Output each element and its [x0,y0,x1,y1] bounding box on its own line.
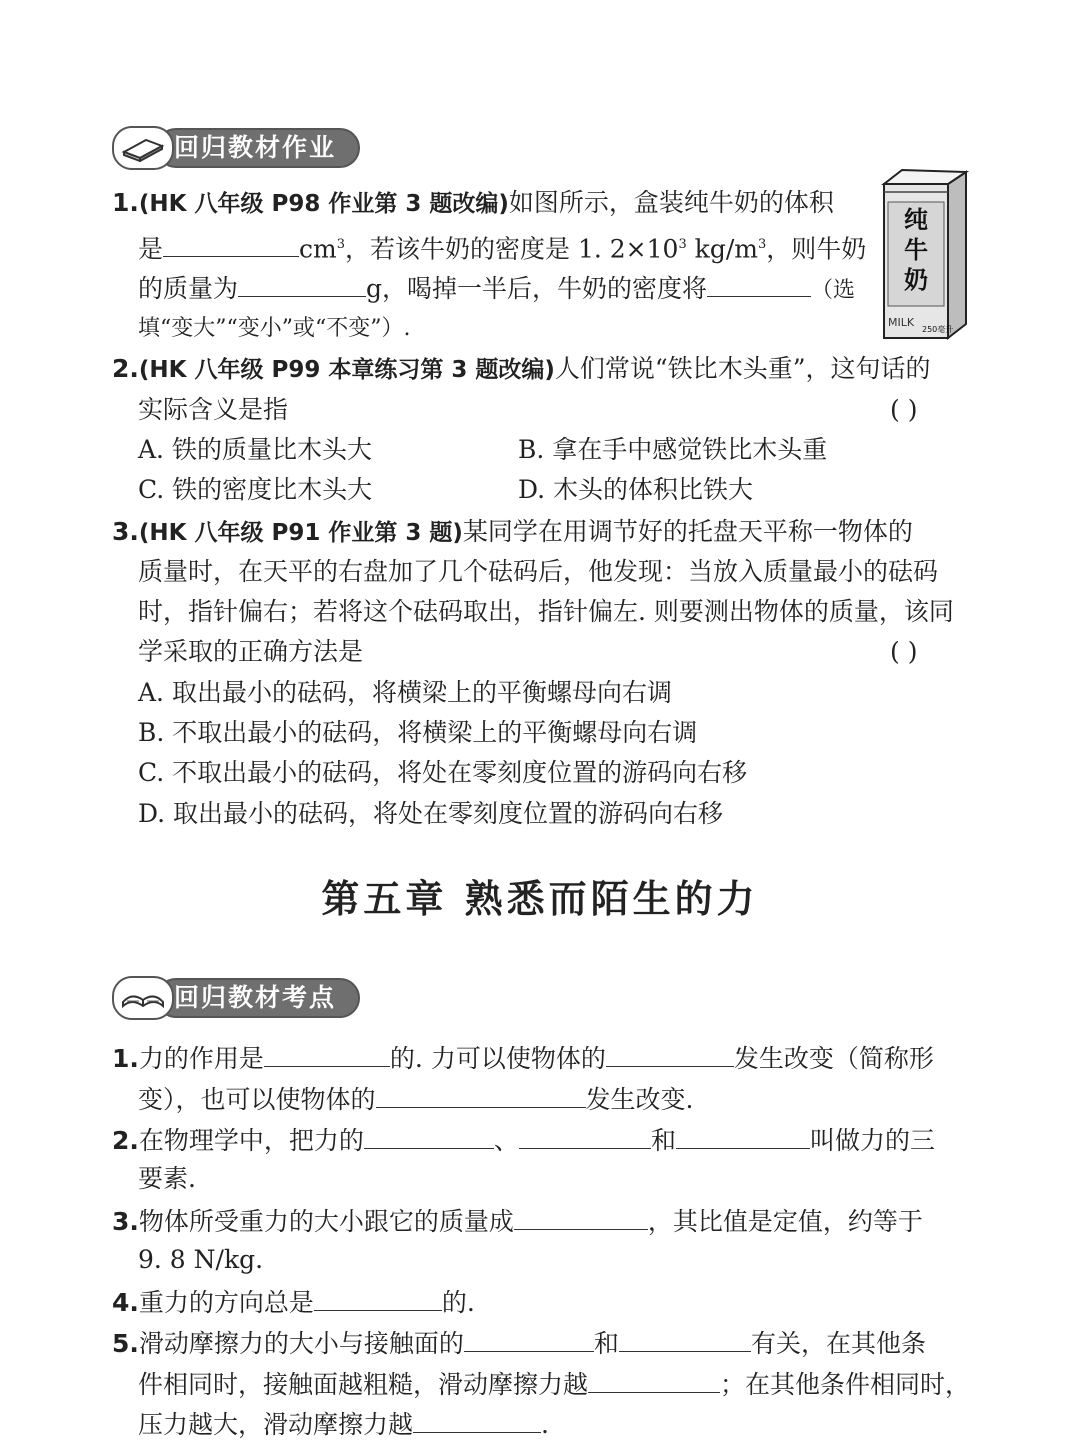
q3-answer-paren[interactable]: ( ) [890,637,918,666]
p5-text-c: 有关，在其他条 [750,1329,926,1358]
p5-line3 [138,1406,549,1442]
p5-line1 [112,1325,926,1361]
p2-text-c: 和 [650,1126,676,1155]
q3-text-1: 某同学在用调节好的托盘天平称一物体的 [462,517,913,546]
milk-volume: 250毫升 [922,325,954,334]
badge-pill [156,978,360,1018]
milk-carton-illustration [878,166,970,346]
q3-source: (HK 八年级 P91 作业第 3 题) [138,520,463,546]
q2-option-c[interactable]: C. 铁的密度比木头大 [138,475,373,504]
answer-blank[interactable] [707,270,811,297]
q1-text-2e: ，则牛奶 [766,234,867,264]
answer-blank[interactable] [519,1122,651,1149]
answer-blank[interactable] [238,270,366,297]
p1-line1 [112,1040,934,1076]
p1-text-c: 发生改变（简称形 [733,1044,934,1073]
answer-blank[interactable] [163,230,299,257]
p3-number: 3. [112,1207,139,1236]
q3-line3: 时，指针偏右；若将这个砝码取出，指针偏左. 则要测出物体的质量，该同 [138,597,954,626]
q1-source: (HK 八年级 P98 作业第 3 题改编) [138,191,509,217]
q2-option-b[interactable]: B. 拿在手中感觉铁比木头重 [518,435,828,464]
answer-blank[interactable] [314,1284,442,1311]
p1-text-a: 力的作用是 [138,1044,264,1073]
q1-number: 1. [112,188,139,217]
p5-text-a: 滑动摩擦力的大小与接触面的 [138,1329,464,1358]
badge-label: 回归教材作业 [174,133,337,162]
q3-option-d[interactable]: D. 取出最小的砝码，将处在零刻度位置的游码向右移 [138,799,724,828]
q1-line2 [138,228,866,266]
q3-number: 3. [112,517,139,546]
milk-label-3: 奶 [904,266,928,294]
q3-line1 [112,515,913,550]
p4-number: 4. [112,1288,139,1317]
badge-label: 回归教材考点 [174,983,337,1012]
q2-source: (HK 八年级 P99 本章练习第 3 题改编) [138,357,555,383]
p2-text-a: 在物理学中，把力的 [138,1126,364,1155]
q3-option-c[interactable]: C. 不取出最小的砝码，将处在零刻度位置的游码向右移 [138,758,748,787]
p2-line1 [112,1122,935,1158]
p1-text-e: 发生改变. [585,1085,694,1114]
q2-number: 2. [112,354,139,383]
p4-text-a: 重力的方向总是 [138,1288,314,1317]
p3-line2: 9. 8 N/kg. [138,1245,264,1274]
q3-line2: 质量时，在天平的右盘加了几个砝码后，他发现：当放入质量最小的砝码 [138,557,939,586]
answer-blank[interactable] [364,1122,494,1149]
p4-line1 [112,1284,475,1320]
q2-option-d[interactable]: D. 木头的体积比铁大 [518,475,754,504]
q3-line4: 学采取的正确方法是 [138,637,364,666]
q2-text-1: 人们常说“铁比木头重”，这句话的 [554,354,931,383]
answer-blank[interactable] [588,1366,720,1393]
p2-number: 2. [112,1126,139,1155]
q1-text-3c: （选 [811,278,856,303]
p2-text-d: 叫做力的三 [809,1126,935,1155]
q3-option-a[interactable]: A. 取出最小的砝码，将横梁上的平衡螺母向右调 [138,678,672,707]
q1-line4: 填“变大”“变小”或“不变”）. [138,316,411,341]
p5-text-g: . [541,1410,549,1439]
q1-text-3b: g，喝掉一半后，牛奶的密度将 [366,274,708,303]
q1-sup3: 3 [757,237,767,252]
q2-line1 [112,352,930,387]
milk-label-2: 牛 [904,236,928,264]
answer-blank[interactable] [376,1081,586,1108]
q2-line2: 实际含义是指 [138,395,289,424]
q1-line3 [138,270,855,308]
q1-line1 [112,186,834,221]
book-icon [112,126,174,170]
q3-option-b[interactable]: B. 不取出最小的砝码，将横梁上的平衡螺母向右调 [138,718,698,747]
q1-text-2c: ，若该牛奶的密度是 1. 2×10 [345,234,679,264]
p5-text-b: 和 [593,1329,619,1358]
p5-line2 [138,1366,970,1402]
answer-blank[interactable] [514,1203,648,1230]
q1-text-1: 如图所示，盒装纯牛奶的体积 [508,188,834,217]
q1-text-2a: 是 [138,234,164,264]
p5-number: 5. [112,1329,139,1358]
p5-text-e: ；在其他条件相同时， [720,1370,971,1399]
q1-unit-kgm: kg/m [686,234,758,264]
q1-sup: 3 [336,237,346,252]
answer-blank[interactable] [264,1040,390,1067]
milk-brand: MILK [888,316,915,329]
q1-sup2: 3 [678,237,687,252]
answer-blank[interactable] [413,1406,541,1433]
answer-blank[interactable] [619,1325,751,1352]
p2-text-b: 、 [493,1126,519,1155]
p3-text-b: ，其比值是定值，约等于 [647,1207,923,1236]
q2-answer-paren[interactable]: ( ) [890,395,918,424]
q1-text-3a: 的质量为 [138,274,239,303]
p1-number: 1. [112,1044,139,1073]
open-book-icon [112,976,174,1020]
chapter-title: 第五章 熟悉而陌生的力 [321,876,759,921]
p3-line1 [112,1203,923,1239]
p4-text-b: 的. [441,1288,475,1317]
q1-unit-cm: cm [299,234,337,264]
badge-pill [156,128,360,168]
p3-text-a: 物体所受重力的大小跟它的质量成 [138,1207,514,1236]
p2-line2: 要素. [138,1164,196,1193]
q2-option-a[interactable]: A. 铁的质量比木头大 [138,435,372,464]
p1-text-b: 的. 力可以使物体的 [389,1044,606,1073]
p1-text-d: 变），也可以使物体的 [138,1085,376,1114]
answer-blank[interactable] [606,1040,734,1067]
p1-line2 [138,1081,693,1117]
p5-text-d: 件相同时，接触面越粗糙，滑动摩擦力越 [138,1370,589,1399]
answer-blank[interactable] [464,1325,594,1352]
p5-text-f: 压力越大，滑动摩擦力越 [138,1410,414,1439]
milk-label-1: 纯 [904,206,928,234]
answer-blank[interactable] [676,1122,810,1149]
